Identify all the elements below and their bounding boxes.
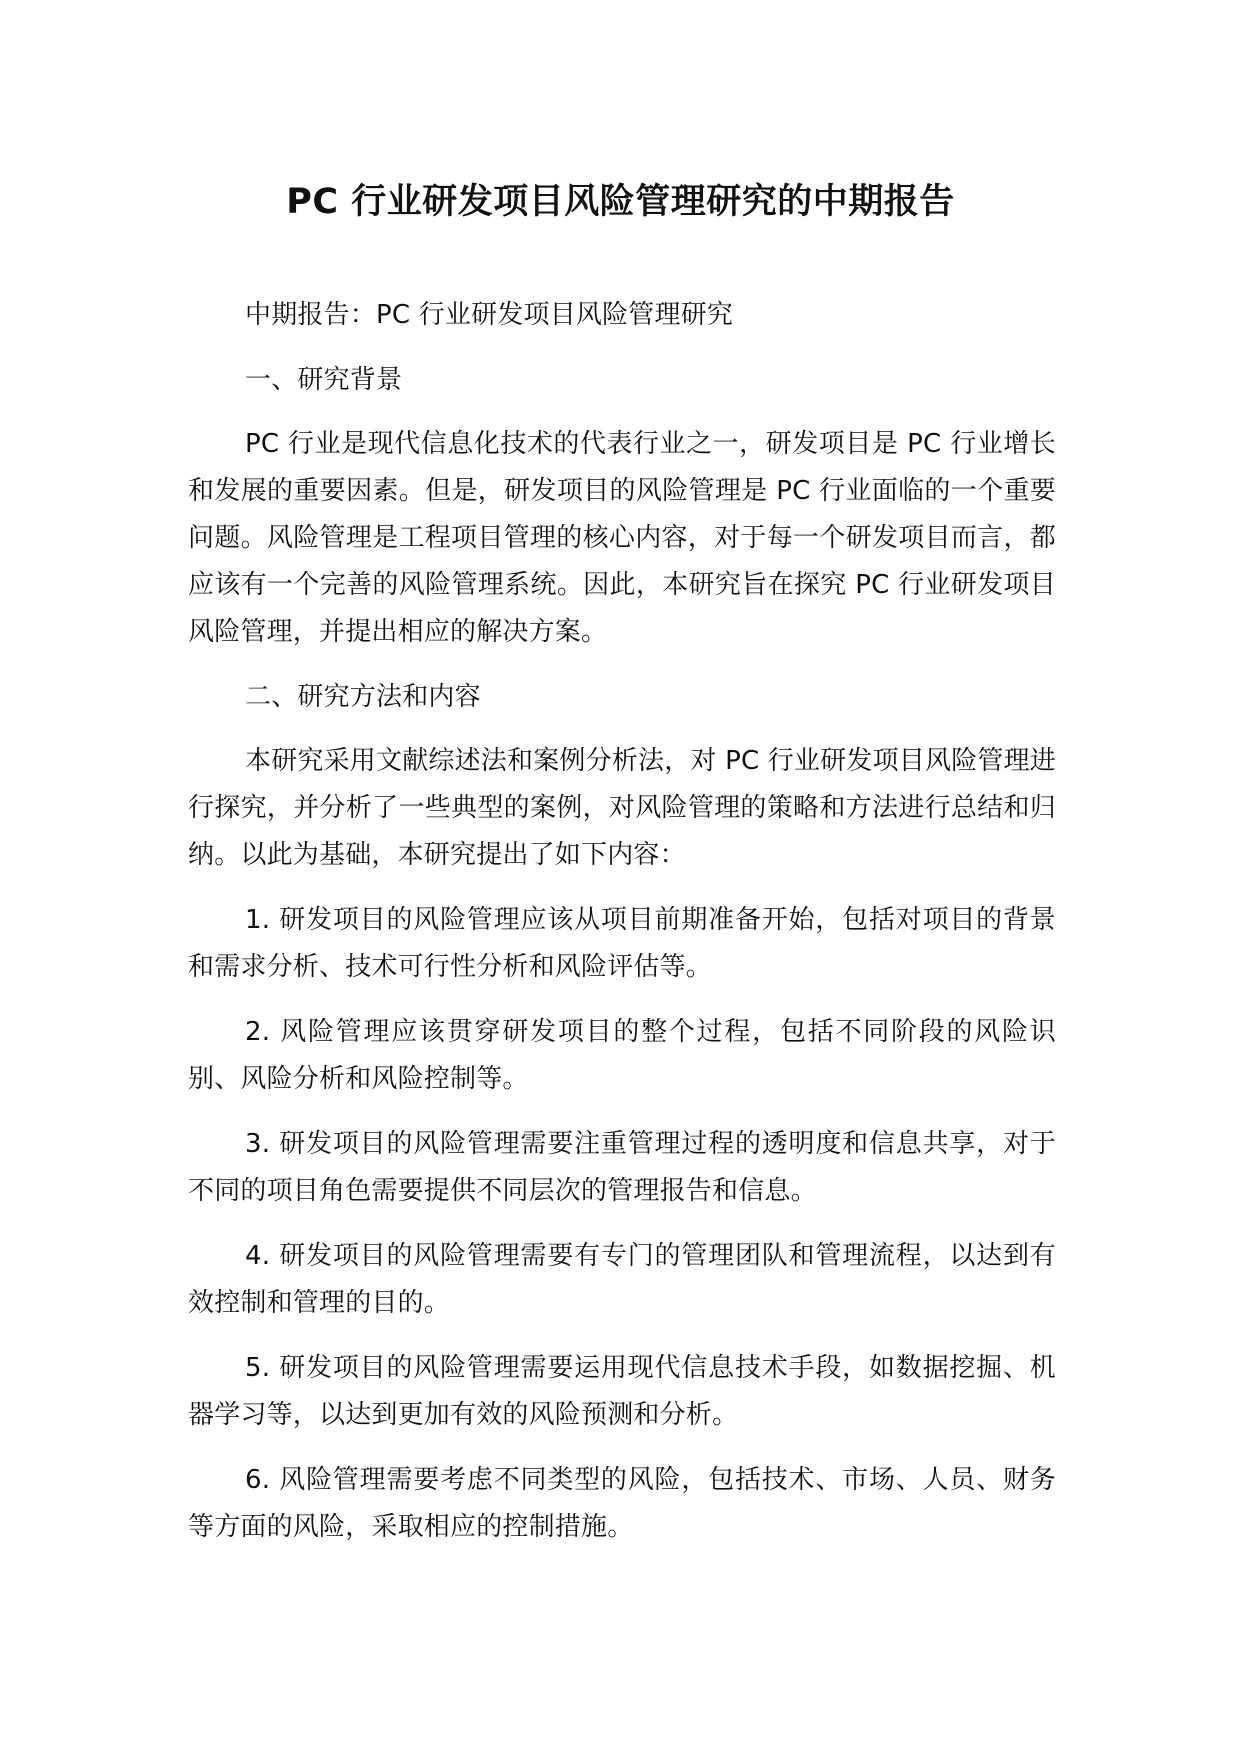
document-title: PC 行业研发项目风险管理研究的中期报告 — [286, 182, 955, 222]
list-item-3: 3. 研发项目的风险管理需要注重管理过程的透明度和信息共享，对于不同的项目角色需要提供不同层次的管理报告和信息。 — [188, 1129, 1056, 1206]
list-item-2: 2. 风险管理应该贯穿研发项目的整个过程，包括不同阶段的风险识别、风险分析和风险控制等。 — [188, 1017, 1056, 1094]
section-heading-background: 一、研究背景 — [245, 365, 403, 395]
list-item-6: 6. 风险管理需要考虑不同类型的风险，包括技术、市场、人员、财务等方面的风险，采取相应的控制措施。 — [188, 1465, 1056, 1542]
section-heading-methods: 二、研究方法和内容 — [245, 682, 481, 712]
report-subtitle-paragraph: 中期报告：PC 行业研发项目风险管理研究 — [245, 300, 734, 330]
list-item-1: 1. 研发项目的风险管理应该从项目前期准备开始，包括对项目的背景和需求分析、技术可行性分析和风险评估等。 — [188, 905, 1056, 982]
background-paragraph: PC 行业是现代信息化技术的代表行业之一，研发项目是 PC 行业增长和发展的重要因素。但是，研发项目的风险管理是 PC 行业面临的一个重要问题。风险管理是工程项目管理的核心内容，对于每一个研发项目而言，都应该有一个完善的风险管理系统。因此，本研究旨在探究 PC 行业研发项目风险管理，并提出相应的解决方案。 — [188, 429, 1056, 647]
list-item-4: 4. 研发项目的风险管理需要有专门的管理团队和管理流程，以达到有效控制和管理的目的。 — [188, 1241, 1056, 1318]
methods-paragraph: 本研究采用文献综述法和案例分析法，对 PC 行业研发项目风险管理进行探究，并分析了一些典型的案例，对风险管理的策略和方法进行总结和归纳。以此为基础，本研究提出了如下内容： — [188, 746, 1056, 870]
document-body — [188, 292, 1056, 1569]
list-item-5: 5. 研发项目的风险管理需要运用现代信息技术手段，如数据挖掘、机器学习等，以达到更加有效的风险预测和分析。 — [188, 1353, 1056, 1430]
